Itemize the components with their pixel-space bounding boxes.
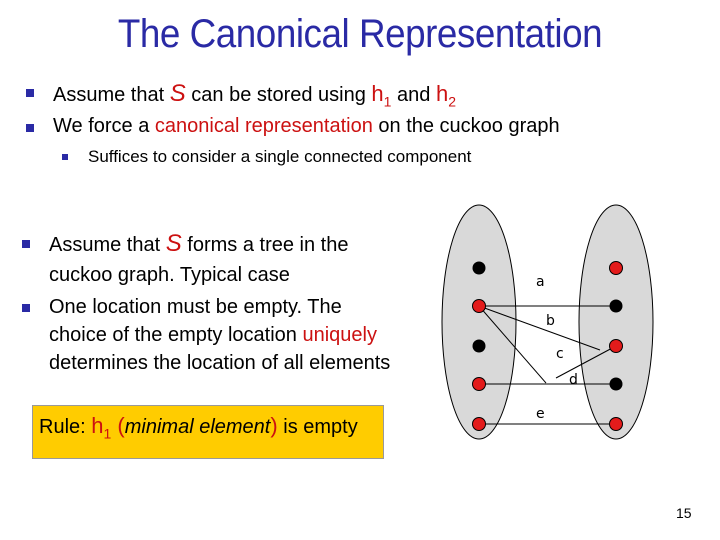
- node-red: [473, 300, 486, 313]
- edge-label-d: d: [569, 372, 578, 388]
- hash-h1: $h_1$: [91, 413, 112, 442]
- bullet-empty-location-text: One location must be empty. The choice of the empty location uniquely determines the location of all elements: [49, 296, 391, 374]
- hash-h2: $h_2$: [435, 81, 456, 110]
- node-red: [473, 378, 486, 391]
- text-segment: is empty: [277, 416, 358, 438]
- text-segment: and: [391, 84, 436, 106]
- text-segment: We force a: [53, 115, 155, 137]
- node-black: [473, 262, 486, 275]
- set-symbol: S: [165, 230, 182, 257]
- edge-label-c: c: [556, 346, 564, 362]
- edge-label-b: b: [546, 313, 555, 329]
- node-red: [610, 262, 623, 275]
- left-table-ellipse: [442, 205, 516, 439]
- bullet-tree-text: Assume that S forms a tree in the cuckoo graph. Typical case: [49, 230, 349, 286]
- highlight-text: canonical representation: [154, 115, 373, 137]
- text-segment: Assume that: [53, 84, 170, 106]
- sub-bullet-text: Suffices to consider a single connected component: [88, 147, 472, 166]
- text-segment: on the cuckoo graph: [372, 115, 560, 137]
- right-table-ellipse: [579, 205, 653, 439]
- node-red: [610, 340, 623, 353]
- page-title: The Canonical Representation: [117, 12, 603, 56]
- hash-h1: $h_1$: [371, 81, 392, 110]
- node-black: [610, 300, 623, 313]
- node-red: [610, 418, 623, 431]
- rule-italic: minimal element: [124, 416, 271, 438]
- node-red: [473, 418, 486, 431]
- rule-box: Rule: $h_1$ (minimal element) is empty: [32, 405, 384, 459]
- set-symbol: S: [169, 80, 186, 107]
- rule-label: Rule:: [39, 416, 92, 438]
- node-black: [473, 340, 486, 353]
- edge-label-a: a: [536, 274, 545, 290]
- node-black: [610, 378, 623, 391]
- edge-label-e: e: [536, 406, 545, 422]
- highlight-text: uniquely: [302, 324, 377, 346]
- page-number: 15: [676, 505, 692, 521]
- text-segment: can be stored using: [185, 84, 372, 106]
